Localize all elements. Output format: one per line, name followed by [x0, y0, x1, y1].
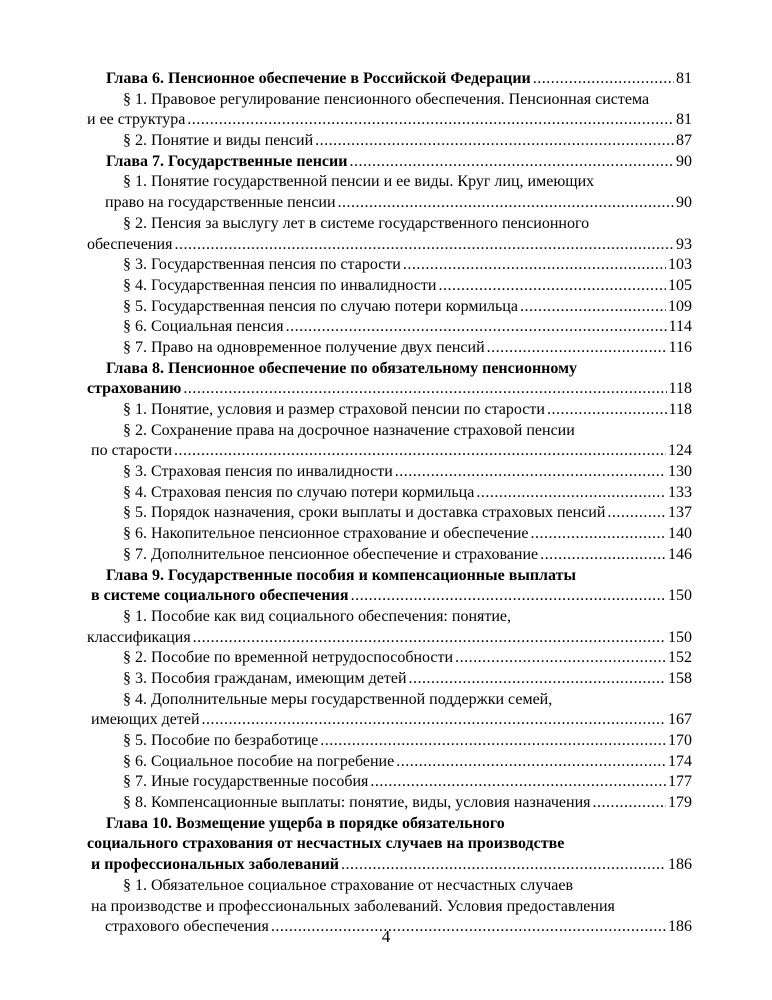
toc-page-number: 81	[676, 70, 692, 87]
dot-leader	[530, 524, 666, 545]
toc-entry-text: § 2. Понятие и виды пенсий	[123, 132, 314, 150]
toc-entry-text: § 6. Накопительное пенсионное страхование и обеспечение	[123, 525, 529, 543]
dot-leader	[351, 586, 666, 607]
toc-section-line	[87, 235, 692, 256]
toc-entry-text: § 4. Государственная пенсия по инвалидности	[123, 276, 437, 294]
toc-section-line	[87, 503, 692, 524]
toc-entry-text: § 1. Обязательное социальное страхование от несчастных случаев	[123, 876, 574, 894]
toc-section-line	[87, 297, 692, 318]
toc-page-number: 146	[668, 545, 692, 563]
toc-section-line	[87, 628, 692, 649]
toc-chapter-line	[87, 566, 692, 587]
toc-entry-text: право на государственные пенсии	[105, 194, 336, 212]
dot-leader	[286, 317, 667, 338]
dot-leader	[315, 131, 674, 152]
dot-leader	[476, 483, 666, 504]
toc-entry-text: страхового обеспечения	[105, 918, 269, 936]
toc-entry-text: § 3. Страховая пенсия по инвалидности	[123, 463, 393, 481]
toc-entry-text: в системе социального обеспечения	[91, 587, 349, 605]
toc-entry-text: § 5. Государственная пенсия по случаю потери кормильца	[123, 297, 518, 315]
toc-page-number: 137	[668, 504, 692, 522]
toc-entry-text: страхованию	[87, 380, 182, 398]
toc-entry-text: § 8. Компенсационные выплаты: понятие, виды, условия назначения	[123, 794, 591, 812]
dot-leader	[193, 628, 666, 649]
toc-entry-text: § 3. Пособия гражданам, имеющим детей	[123, 669, 407, 687]
page-number: 4	[381, 927, 391, 946]
table-of-contents	[87, 69, 692, 938]
toc-section-line	[87, 897, 692, 918]
toc-entry-text: обеспечения	[87, 235, 173, 253]
toc-section-line	[87, 669, 692, 690]
toc-page-number: 152	[668, 649, 692, 667]
toc-chapter-line	[87, 359, 692, 380]
toc-page-number: 103	[668, 256, 692, 274]
toc-section-line	[87, 400, 692, 421]
toc-entry-text: Глава 8. Пенсионное обеспечение по обязательному пенсионному	[106, 359, 577, 377]
dot-leader	[183, 379, 666, 400]
toc-entry-text: и ее структура	[87, 111, 186, 129]
toc-section-line	[87, 214, 692, 235]
dot-leader	[533, 69, 674, 90]
toc-page-number: 93	[676, 235, 692, 253]
dot-leader	[395, 462, 666, 483]
toc-entry-text: § 6. Социальная пенсия	[123, 318, 284, 336]
toc-entry-text: § 6. Социальное пособие на погребение	[123, 752, 395, 770]
toc-section-line	[87, 338, 692, 359]
toc-entry-text: § 7. Право на одновременное получение двух пенсий	[123, 338, 485, 356]
toc-entry-text: § 7. Иные государственные пособия	[123, 773, 369, 791]
toc-entry-text: по старости	[91, 442, 173, 460]
toc-page-number: 170	[668, 732, 692, 749]
toc-page-number: 109	[668, 297, 692, 315]
dot-leader	[370, 772, 666, 793]
toc-section-line	[87, 690, 692, 711]
toc-section-line	[87, 441, 692, 462]
toc-entry-text: классификация	[87, 628, 191, 646]
dot-leader	[341, 855, 666, 876]
toc-section-line	[87, 483, 692, 504]
dot-leader	[349, 152, 674, 173]
toc-entry-text: § 2. Пособие по временной нетрудоспособности	[123, 649, 454, 667]
toc-page-number: 90	[676, 194, 692, 212]
toc-entry-text: на производстве и профессиональных заболеваний. Условия предоставления	[91, 897, 615, 915]
toc-page-number: 118	[668, 380, 692, 398]
toc-section-line	[87, 421, 692, 442]
toc-section-line	[87, 752, 692, 773]
toc-entry-text: § 4. Страховая пенсия по случаю потери кормильца	[123, 483, 475, 501]
toc-entry-text: Глава 6. Пенсионное обеспечение в Российской Федерации	[106, 70, 531, 87]
toc-section-line	[87, 317, 692, 338]
toc-section-line	[87, 255, 692, 276]
toc-page-number: 186	[668, 856, 692, 874]
toc-page-number: 114	[668, 318, 692, 336]
toc-page-number: 130	[668, 463, 692, 481]
dot-leader	[455, 648, 666, 669]
toc-chapter-line	[87, 855, 692, 876]
toc-entry-text: § 1. Понятие государственной пенсии и ее виды. Круг лиц, имеющих	[123, 173, 595, 191]
dot-leader	[174, 235, 674, 256]
toc-entry-text: § 3. Государственная пенсия по старости	[123, 256, 401, 274]
toc-chapter-line	[87, 69, 692, 90]
toc-page-number: 118	[668, 401, 692, 418]
dot-leader	[187, 110, 674, 131]
toc-page-number: 124	[668, 442, 692, 460]
dot-leader	[607, 503, 666, 524]
toc-section-line	[87, 545, 692, 566]
dot-leader	[547, 400, 667, 421]
toc-page-number: 174	[668, 752, 692, 770]
toc-section-line	[87, 772, 692, 793]
toc-page-number: 140	[668, 525, 692, 543]
toc-section-line	[87, 172, 692, 193]
toc-chapter-line	[87, 814, 692, 835]
toc-chapter-line	[87, 379, 692, 400]
dot-leader	[403, 255, 666, 276]
dot-leader	[409, 669, 666, 690]
toc-entry-text: и профессиональных заболеваний	[91, 856, 340, 874]
toc-section-line	[87, 110, 692, 131]
toc-entry-text: § 5. Порядок назначения, сроки выплаты и доставка страховых пенсий	[123, 504, 606, 522]
toc-chapter-line	[87, 586, 692, 607]
toc-section-line	[87, 648, 692, 669]
toc-page-number: 179	[668, 794, 692, 812]
toc-entry-text: социального страхования от несчастных случаев на производстве	[87, 835, 565, 853]
toc-section-line	[87, 607, 692, 628]
toc-chapter-line	[87, 834, 692, 855]
dot-leader	[174, 441, 666, 462]
dot-leader	[396, 752, 666, 773]
toc-section-line	[87, 524, 692, 545]
toc-page-number: 177	[668, 773, 692, 791]
toc-section-line	[87, 193, 692, 214]
toc-entry-text: имеющих детей	[91, 711, 200, 729]
toc-section-line	[87, 276, 692, 297]
dot-leader	[487, 338, 667, 359]
toc-entry-text: § 1. Пособие как вид социального обеспечения: понятие,	[123, 607, 512, 625]
dot-leader	[593, 793, 667, 814]
dot-leader	[520, 297, 666, 318]
toc-entry-text: § 2. Пенсия за выслугу лет в системе государственного пенсионного	[123, 214, 590, 232]
toc-page-number: 150	[668, 628, 692, 646]
toc-page-number: 158	[668, 669, 692, 687]
toc-page-number: 116	[668, 338, 692, 356]
toc-page-number: 186	[668, 918, 692, 936]
toc-page-number: 167	[668, 711, 692, 729]
toc-entry-text: § 4. Дополнительные меры государственной поддержки семей,	[123, 690, 553, 708]
toc-page-number: 150	[668, 587, 692, 605]
toc-chapter-line	[87, 152, 692, 173]
dot-leader	[202, 710, 666, 731]
toc-entry-text: § 7. Дополнительное пенсионное обеспечение и страхование	[123, 545, 539, 563]
toc-section-line	[87, 131, 692, 152]
dot-leader	[438, 276, 666, 297]
toc-page-number: 133	[668, 483, 692, 501]
toc-entry-text: Глава 10. Возмещение ущерба в порядке обязательного	[106, 814, 505, 832]
toc-page-number: 87	[676, 132, 692, 150]
toc-page-number: 105	[668, 276, 692, 294]
toc-section-line	[87, 793, 692, 814]
toc-section-line	[87, 731, 692, 752]
toc-section-line	[87, 876, 692, 897]
toc-entry-text: § 2. Сохранение права на досрочное назначение страховой пенсии	[123, 421, 575, 439]
toc-entry-text: § 1. Правовое регулирование пенсионного обеспечения. Пенсионная система	[123, 90, 650, 108]
toc-entry-text: Глава 9. Государственные пособия и компенсационные выплаты	[106, 566, 576, 584]
toc-section-line	[87, 710, 692, 731]
toc-section-line	[87, 90, 692, 111]
toc-entry-text: § 1. Понятие, условия и размер страховой пенсии по старости	[123, 401, 545, 418]
toc-page-number: 90	[676, 152, 692, 170]
toc-entry-text: § 5. Пособие по безработице	[123, 732, 319, 749]
dot-leader	[320, 731, 666, 752]
toc-entry-text: Глава 7. Государственные пенсии	[106, 152, 348, 170]
toc-section-line	[87, 462, 692, 483]
dot-leader	[540, 545, 666, 566]
dot-leader	[338, 193, 674, 214]
toc-page-number: 81	[676, 111, 692, 129]
